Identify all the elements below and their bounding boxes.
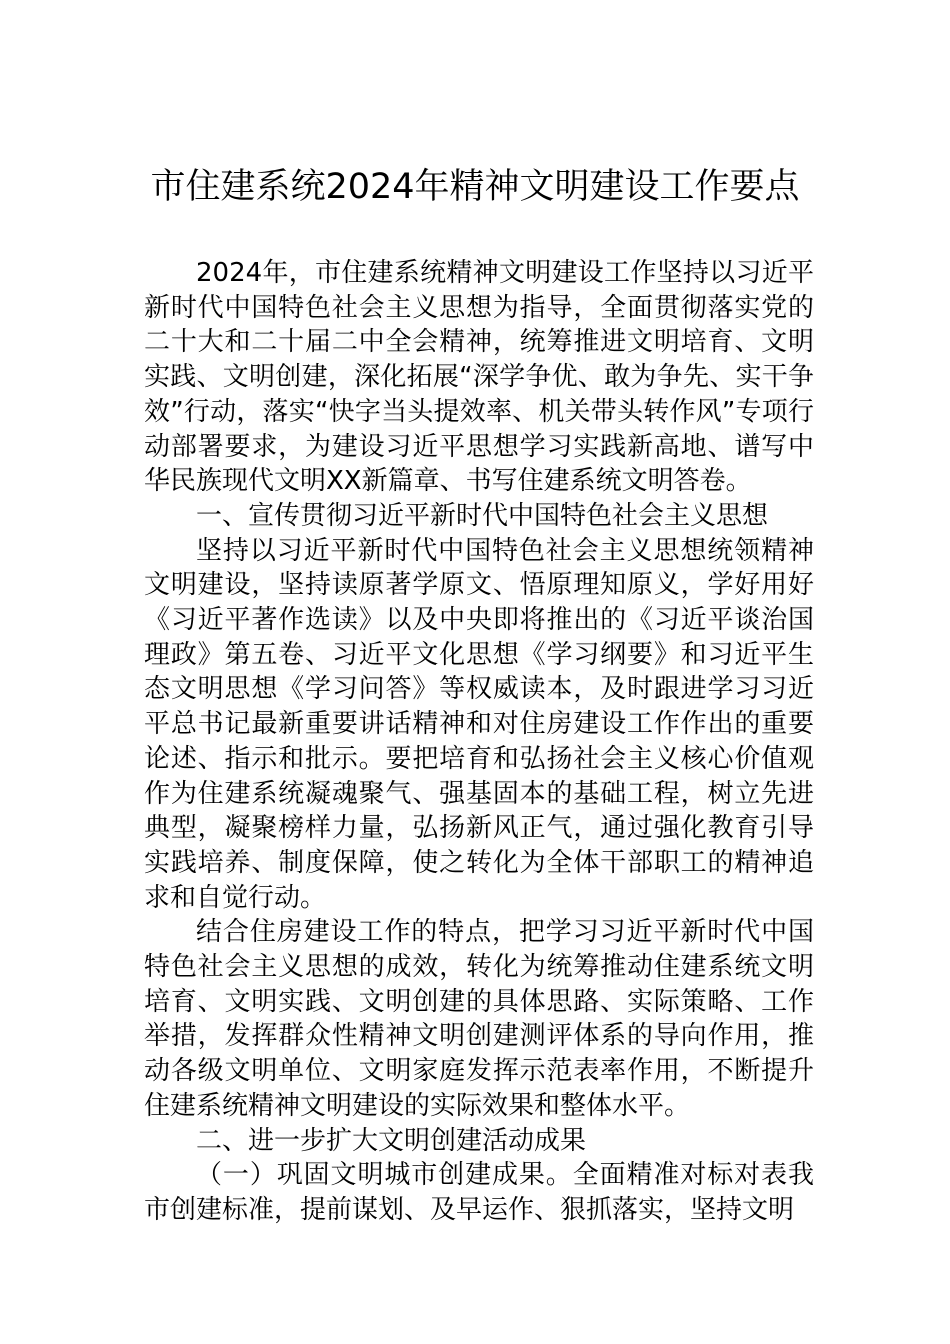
section-heading-1: 一、宣传贯彻习近平新时代中国特色社会主义思想 (196, 500, 769, 531)
document-title: 市住建系统2024年精神文明建设工作要点 (150, 167, 800, 207)
intro-paragraph: 2024年，市住建系统精神文明建设工作坚持以习近平新时代中国特色社会主义思想为指导，全面贯彻落实党的二十大和二十届二中全会精神，统筹推进文明培育、文明实践、文明创建，深化拓展“深学争优、敢为争先、实干争效”行动，落实“快字当头提效率、机关带头转作风”专项行动部署要求，为建设习近平思想学习实践新高地、谱写中华民族现代文明XX新篇章、书写住建系统文明答卷。 (144, 258, 814, 497)
section-1-paragraph-1: 坚持以习近平新时代中国特色社会主义思想统领精神文明建设，坚持读原著学原文、悟原理知原义，学好用好《习近平著作选读》以及中央即将推出的《习近平谈治国理政》第五卷、习近平文化思想《学习纲要》和习近平生态文明思想《学习问答》等权威读本，及时跟进学习习近平总书记最新重要讲话精神和对住房建设工作作出的重要论述、指示和批示。要把培育和弘扬社会主义核心价值观作为住建系统凝魂聚气、强基固本的基础工程，树立先进典型，凝聚榜样力量，弘扬新风正气，通过强化教育引导实践培养、制度保障，使之转化为全体干部职工的精神追求和自觉行动。 (144, 535, 814, 913)
section-1-paragraph-2: 结合住房建设工作的特点，把学习习近平新时代中国特色社会主义思想的成效，转化为统筹推动住建系统文明培育、文明实践、文明创建的具体思路、实际策略、工作举措，发挥群众性精神文明创建测评体系的导向作用，推动各级文明单位、文明家庭发挥示范表率作用，不断提升住建系统精神文明建设的实际效果和整体水平。 (144, 917, 814, 1121)
section-2-paragraph-1: （一）巩固文明城市创建成果。全面精准对标对表我市创建标准，提前谋划、及早运作、狠抓落实，坚持文明 (144, 1160, 814, 1225)
section-heading-2: 二、进一步扩大文明创建活动成果 (196, 1125, 587, 1156)
document-body (144, 256, 814, 1228)
